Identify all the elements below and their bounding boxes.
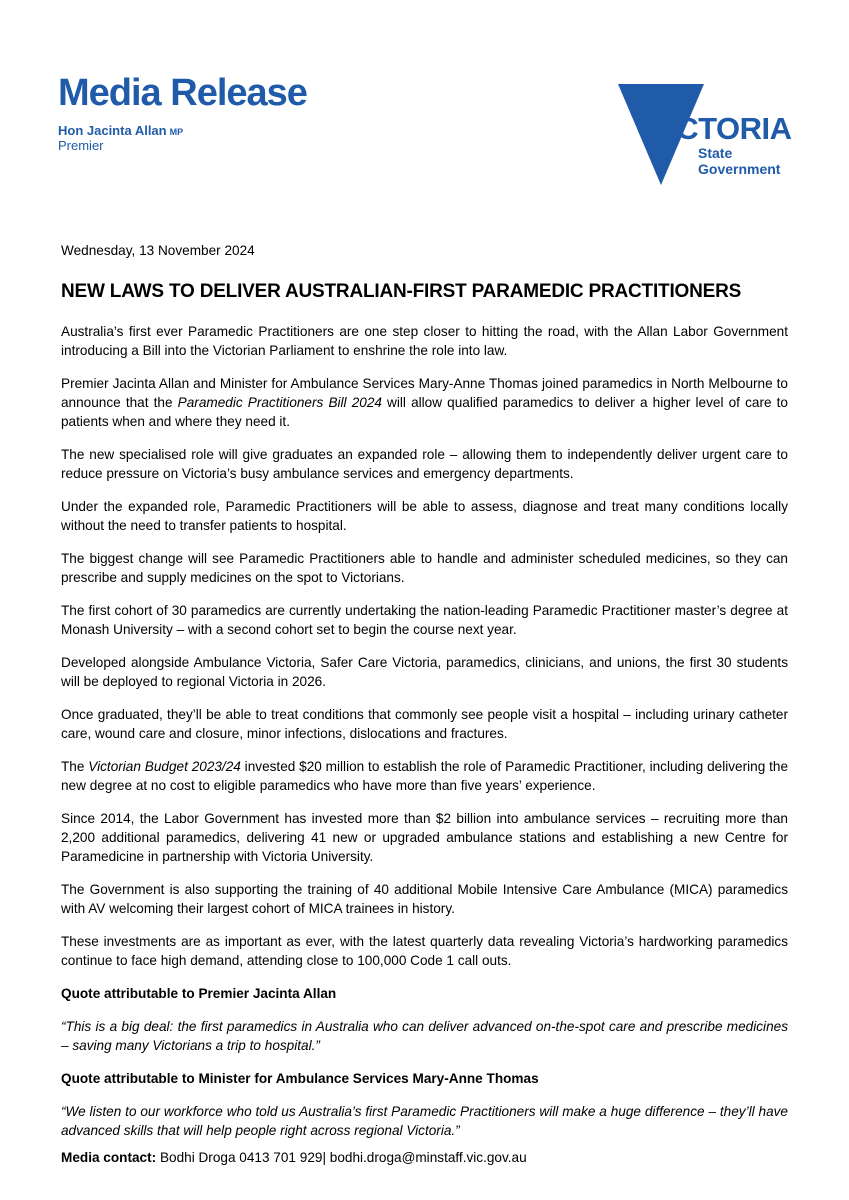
budget-name: Victorian Budget 2023/24: [88, 759, 241, 774]
paragraph-2-start: Premier Jacinta Allan and Minister for Ambulance Services Mary-Anne Thomas joined paramedics in North Melbourne to announce that the: [61, 376, 788, 410]
quote-1-text: “This is a big deal: the first paramedics in Australia who can deliver advanced on-the-spot care and prescribe medicines – saving many Victorians a trip to hospital.”: [61, 1019, 788, 1053]
logo-victoria-text: VICTORIA: [648, 111, 792, 146]
paragraph-9-start: The: [61, 759, 89, 774]
paragraph-3: The new specialised role will give graduates an expanded role – allowing them to independently deliver urgent care to reduce pressure on Victoria’s busy ambulance services and emergency departments.: [61, 447, 788, 481]
quote-2-text: “We listen to our workforce who told us Australia’s first Paramedic Practitioners will make a huge difference – they’ll have advanced skills that will help people right across regional Victoria.”: [61, 1104, 788, 1138]
paragraph-12: These investments are as important as ever, with the latest quarterly data revealing Victoria’s hardworking paramedics continue to face high demand, attending close to 100,000 Code 1 call outs.: [61, 934, 788, 968]
release-date: Wednesday, 13 November 2024: [61, 243, 255, 258]
logo-government-text: Government: [698, 161, 781, 177]
logo-state-text: State: [698, 145, 733, 161]
paragraph-9: [61, 757, 788, 795]
bill-name: Paramedic Practitioners Bill 2024: [177, 395, 382, 410]
media-contact-label: Media contact:: [61, 1150, 157, 1165]
paragraph-6: The first cohort of 30 paramedics are currently undertaking the nation-leading Paramedic Practitioner master’s degree at Monash University – with a second cohort set to begin the course next year.: [61, 603, 788, 637]
release-body: [61, 241, 788, 1167]
paragraph-9-end: invested $20 million to establish the role of Paramedic Practitioner, including delivering the new degree at no cost to eligible paramedics who have more than five years’ experience.: [61, 759, 789, 793]
media-contact: [61, 1148, 788, 1167]
quote-1-heading: Quote attributable to Premier Jacinta Allan: [61, 986, 337, 1001]
quote-2-heading: Quote attributable to Minister for Ambulance Services Mary-Anne Thomas: [61, 1071, 539, 1086]
media-contact-details: Bodhi Droga 0413 701 929| bodhi.droga@minstaff.vic.gov.au: [156, 1150, 527, 1165]
paragraph-7: Developed alongside Ambulance Victoria, Safer Care Victoria, paramedics, clinicians, and unions, the first 30 students will be deployed to regional Victoria in 2026.: [61, 655, 788, 689]
paragraph-10: Since 2014, the Labor Government has invested more than $2 billion into ambulance services – recruiting more than 2,200 additional paramedics, delivering 41 new or upgraded ambulance stations and establishing a new Centre for Paramedicine in partnership with Victoria University.: [61, 811, 788, 864]
release-headline: NEW LAWS TO DELIVER AUSTRALIAN-FIRST PARAMEDIC PRACTITIONERS: [61, 281, 742, 302]
paragraph-2: [61, 374, 788, 431]
media-release-title: Media Release: [58, 72, 307, 114]
minister-role: Premier: [58, 138, 104, 153]
minister-suffix: MP: [169, 127, 184, 137]
paragraph-1: Australia’s first ever Paramedic Practitioners are one step closer to hitting the road, with the Allan Labor Government introducing a Bill into the Victorian Parliament to enshrine the role into law.: [61, 324, 788, 358]
paragraph-4: Under the expanded role, Paramedic Practitioners will be able to assess, diagnose and treat many conditions locally without the need to transfer patients to hospital.: [61, 499, 788, 533]
paragraph-2-end: will allow qualified paramedics to deliver a higher level of care to patients when and where they need it.: [61, 395, 788, 429]
paragraph-11: The Government is also supporting the training of 40 additional Mobile Intensive Care Ambulance (MICA) paramedics with AV welcoming their largest cohort of MICA trainees in history.: [61, 882, 788, 916]
paragraph-8: Once graduated, they’ll be able to treat conditions that commonly see people visit a hospital – including urinary catheter care, wound care and closure, minor infections, dislocations and fractures.: [61, 707, 788, 741]
minister-name: [58, 123, 183, 138]
victoria-state-government-logo: [618, 84, 798, 186]
paragraph-5: The biggest change will see Paramedic Practitioners able to handle and administer scheduled medicines, so they can prescribe and supply medicines on the spot to Victorians.: [61, 551, 788, 585]
minister-name-text: Hon Jacinta Allan: [58, 123, 167, 138]
